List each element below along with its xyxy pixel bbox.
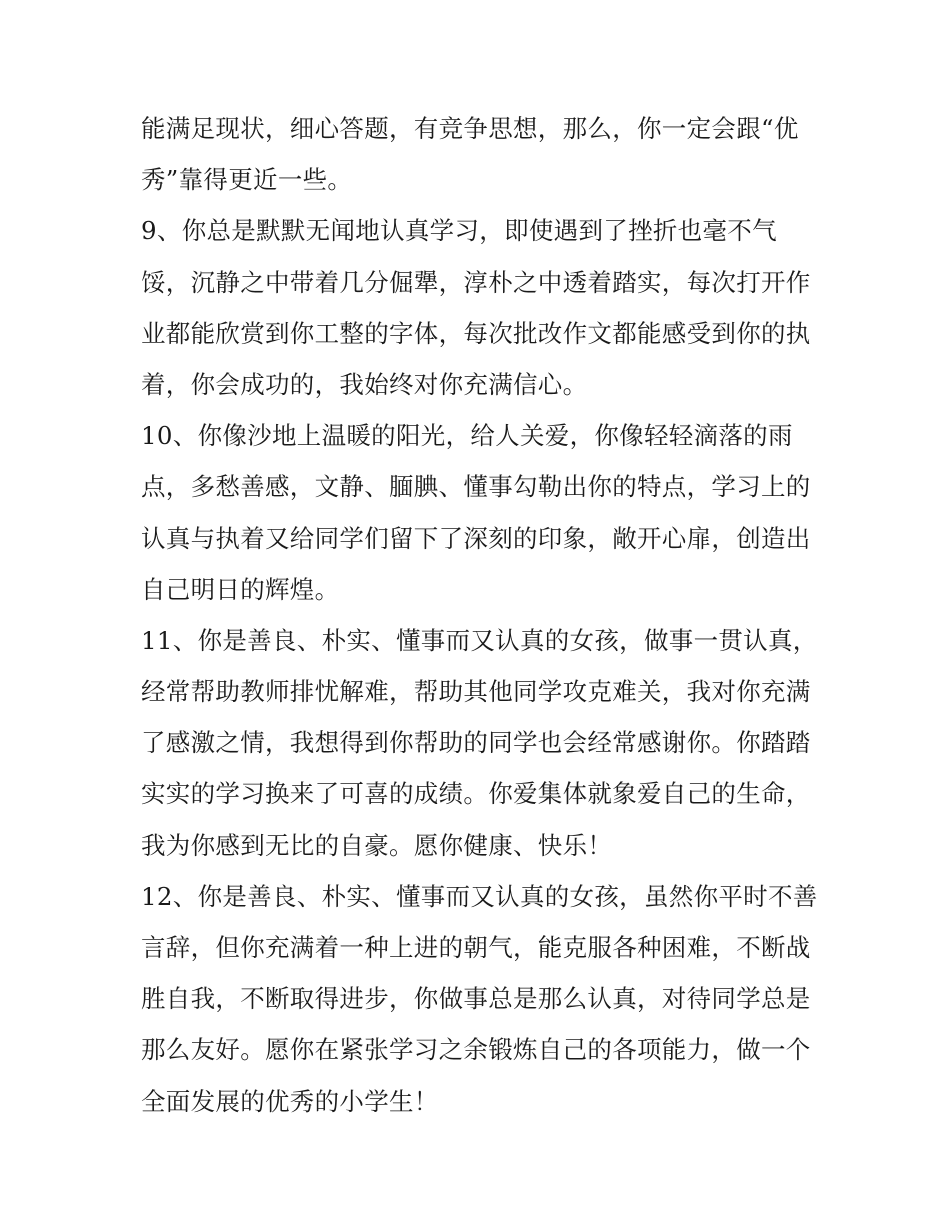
text-line: 业都能欣赏到你工整的字体，每次批改作文都能感受到你的执	[141, 318, 811, 348]
text-line: 10、你像沙地上温暖的阳光，给人关爱，你像轻轻滴落的雨	[141, 421, 793, 451]
text-line: 11、你是善良、朴实、懂事而又认真的女孩，做事一贯认真，	[141, 625, 818, 655]
text-line: 认真与执着又给同学们留下了深刻的印象，敞开心扉，创造出	[141, 523, 811, 553]
text-line: 着，你会成功的，我始终对你充满信心。	[141, 369, 588, 399]
text-line: 9、你总是默默无闻地认真学习，即使遇到了挫折也毫不气	[141, 216, 777, 246]
text-line: 经常帮助教师排忧解难，帮助其他同学攻克难关，我对你充满	[141, 677, 811, 707]
text-line: 我为你感到无比的自豪。愿你健康、快乐！	[141, 830, 613, 860]
text-line: 秀”靠得更近一些。	[141, 165, 353, 195]
text-line: 胜自我，不断取得进步，你做事总是那么认真，对待同学总是	[141, 984, 811, 1014]
text-line: 了感激之情，我想得到你帮助的同学也会经常感谢你。你踏踏	[141, 728, 811, 758]
document-body	[141, 103, 816, 1127]
text-line: 馁，沉静之中带着几分倔犟，淳朴之中透着踏实，每次打开作	[141, 267, 811, 297]
text-line: 点，多愁善感，文静、腼腆、懂事勾勒出你的特点，学习上的	[141, 472, 811, 502]
text-line: 言辞，但你充满着一种上进的朝气，能克服各种困难，不断战	[141, 933, 811, 962]
text-line: 能满足现状，细心答题，有竞争思想，那么，你一定会跟“优	[141, 114, 799, 143]
text-line: 全面发展的优秀的小学生！	[141, 1086, 439, 1116]
text-line: 实实的学习换来了可喜的成绩。你爱集体就象爱自己的生命，	[141, 779, 811, 809]
text-line: 12、你是善良、朴实、懂事而又认真的女孩，虽然你平时不善	[141, 881, 818, 911]
text-line: 自己明日的辉煌。	[141, 574, 340, 604]
text-line: 那么友好。愿你在紧张学习之余锻炼自己的各项能力，做一个	[141, 1035, 811, 1065]
